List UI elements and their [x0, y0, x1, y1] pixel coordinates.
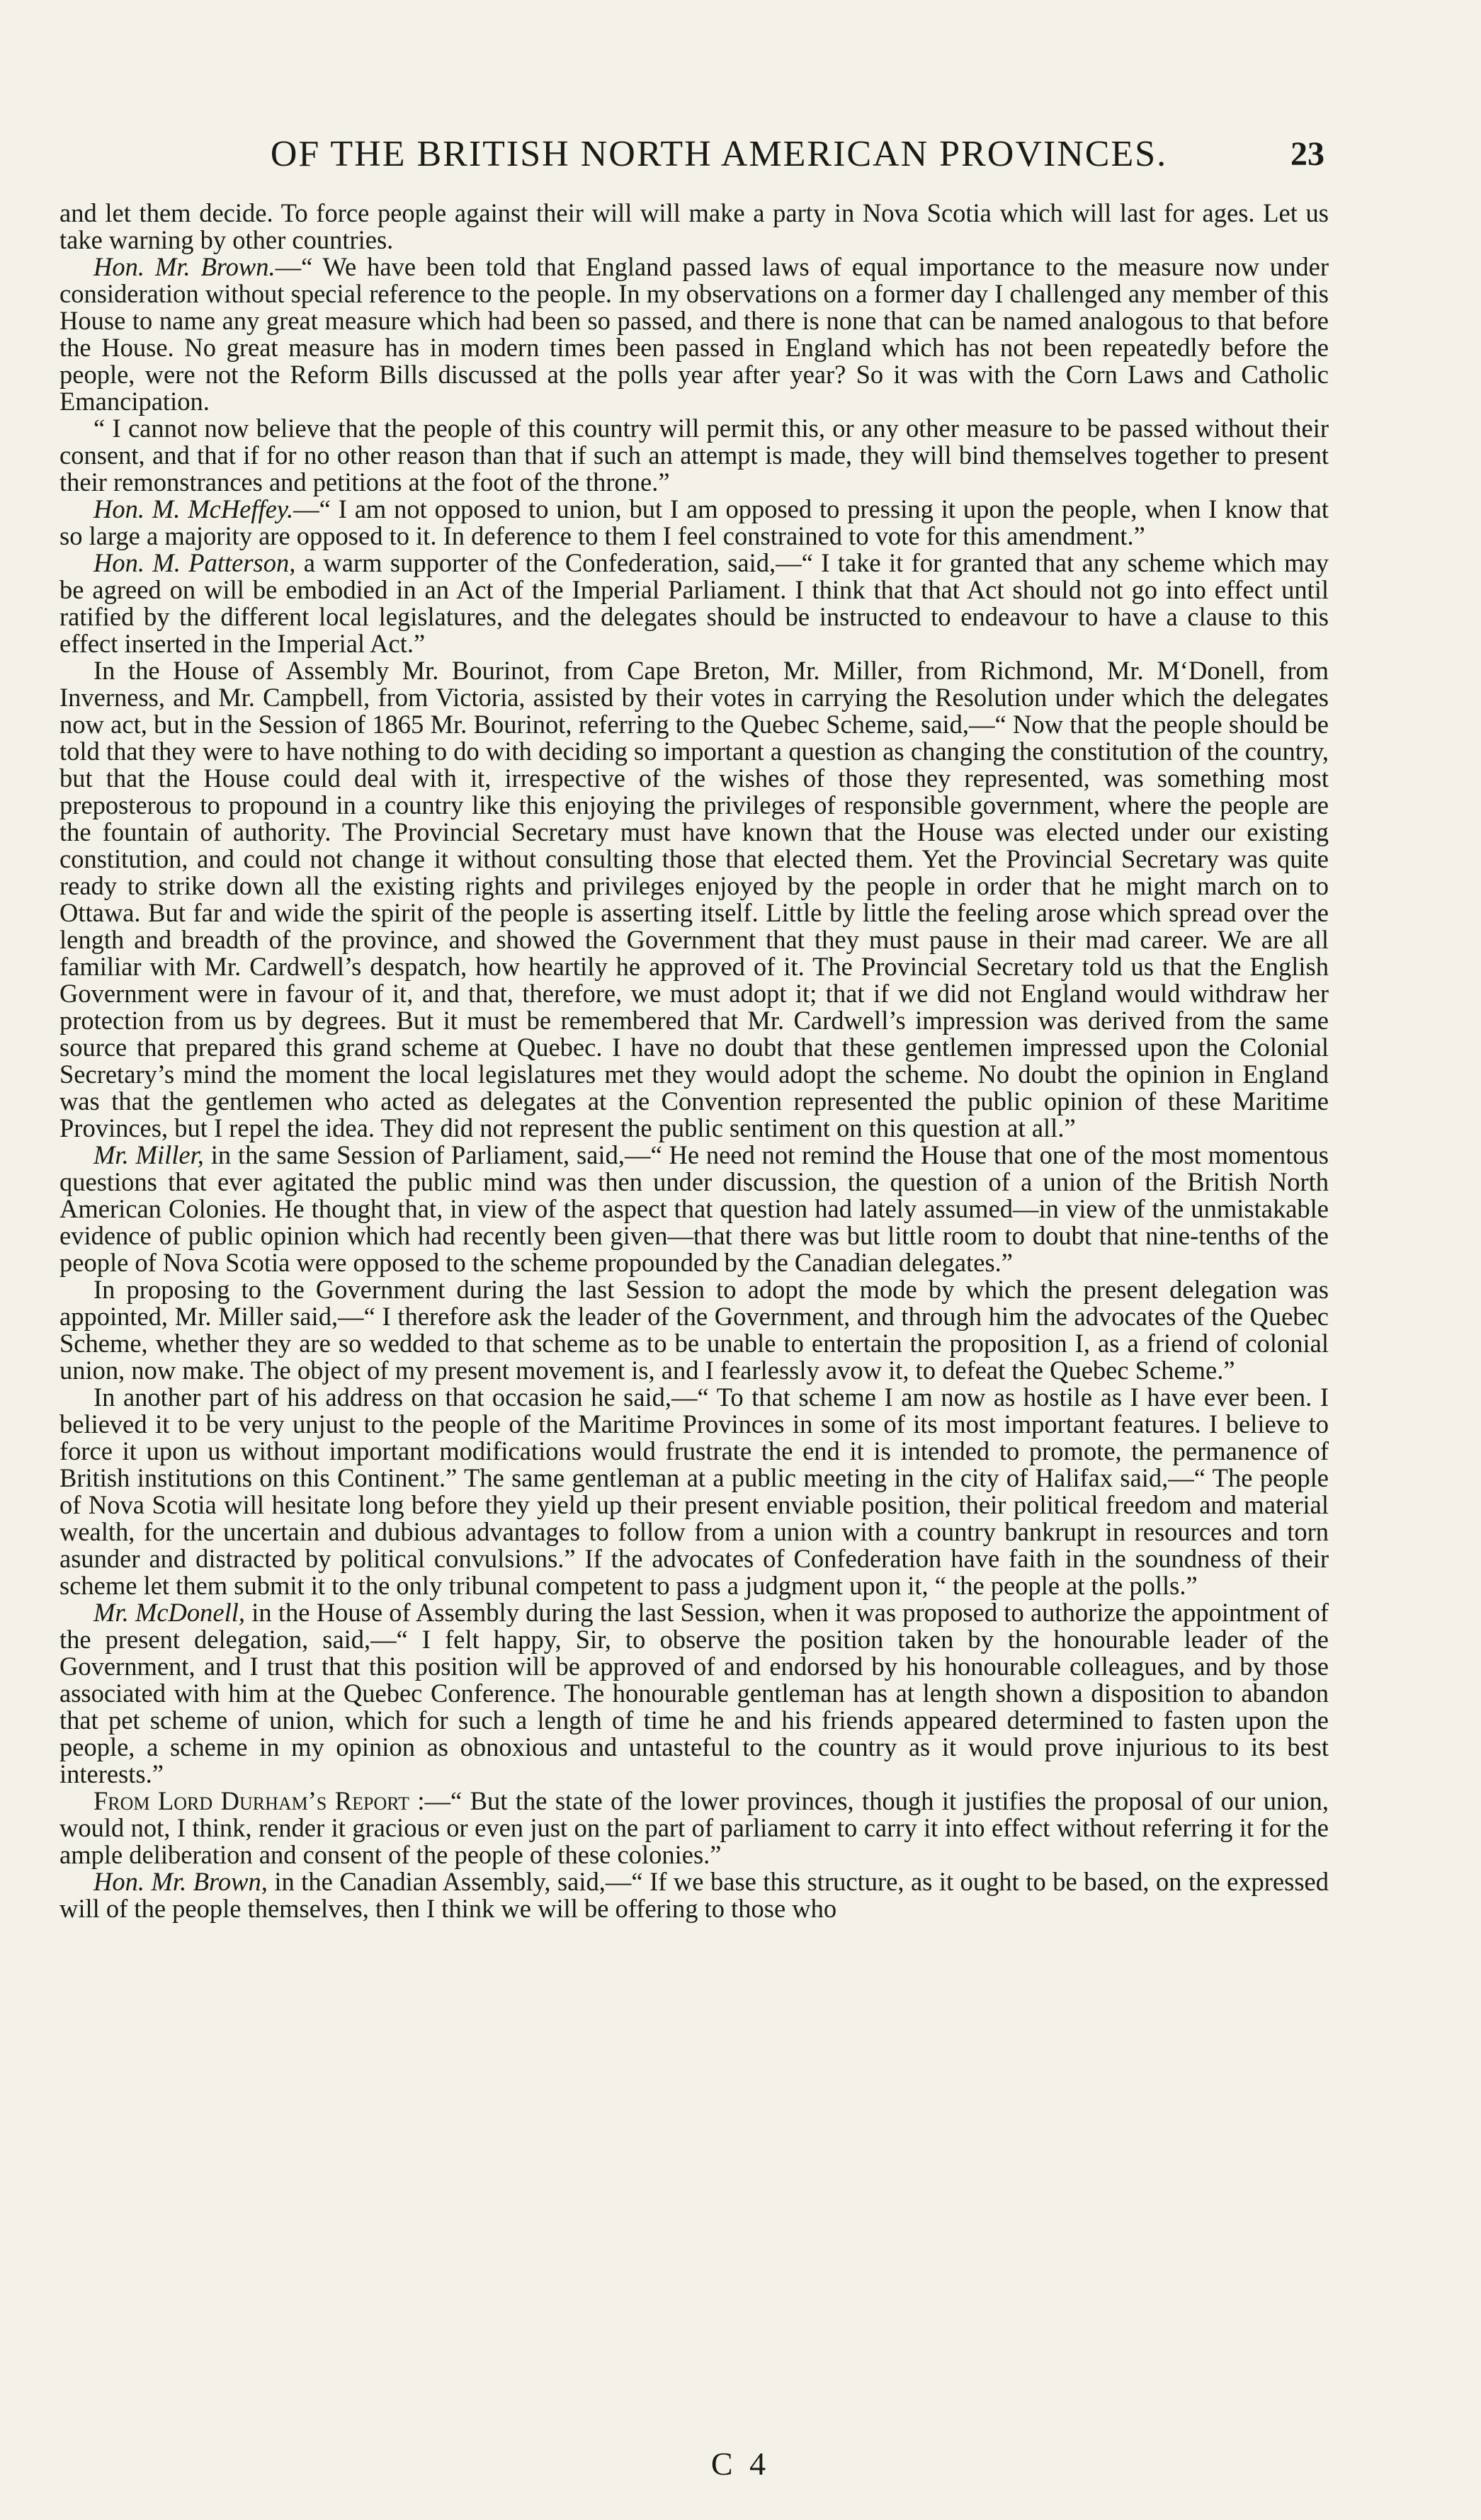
speaker-name: Mr. Miller, — [93, 1140, 204, 1169]
paragraph — [59, 415, 1329, 496]
page-number: 23 — [1290, 135, 1324, 173]
paragraph — [59, 657, 1329, 1142]
signature-mark: C 4 — [710, 2446, 771, 2482]
paragraph-text: In another part of his address on that occasion he said,—“ To that scheme I am now as hostile as I have ever been. I believed it to be very unjust to the people of the Maritime Provinces in some of its most important features. I believe to force it upon us without important modifications would frustrate the end it is intended to promote, the permanence of British institutions on this Continent.” The same gentleman at a public meeting in the city of Halifax said,—“ The people of Nova Scotia will hesitate long before they yield up their present enviable position, their political freedom and material wealth, for the uncertain and dubious advantages to follow from a union with a country bankrupt in resources and torn asunder and distracted by political convulsions.” If the advocates of Confederation have faith in the soundness of their scheme let them submit it to the only tribunal competent to pass a judgment upon it, “ the people at the polls.” — [59, 1383, 1329, 1600]
page-header — [212, 126, 1324, 183]
source-heading: From Lord Durham’s Report : — [93, 1786, 425, 1815]
paragraph — [59, 496, 1329, 550]
body-text — [59, 200, 1329, 1922]
paragraph-text: a warm supporter of the Confederation, said,—“ I take it for granted that any scheme which may be agreed on will be embodied in an Act of the Imperial Parliament. I think that that Act should not go into effect until ratified by the different local legislatures, and the delegates should be instructed to endeavour to have a clause to this effect inserted in the Imperial Act.” — [59, 548, 1329, 658]
paragraph-text: in the House of Assembly during the last Session, when it was proposed to authorize the appointment of the present delegation, said,—“ I felt happy, Sir, to observe the position taken by the honourable leader of the Government, and I trust that this position will be approved of and endorsed by his honourable colleagues, and by those associated with him at the Quebec Conference. The honourable gentleman has at length shown a disposition to abandon that pet scheme of union, which for such a length of time he and his friends appeared determined to fasten upon the people, a scheme in my opinion as obnoxious and untasteful to the country as it would prove injurious to its best interests.” — [59, 1598, 1329, 1788]
paragraph — [59, 1868, 1329, 1922]
paragraph-text: in the same Session of Parliament, said,—“ He need not remind the House that one of the most momentous questions that ever agitated the public mind was then under discussion, the question of a union of the British North American Colonies. He thought that, in view of the aspect that question had lately assumed—in view of the unmistakable evidence of public opinion which had recently been given—that there was but little room to doubt that nine-tenths of the people of Nova Scotia were opposed to the scheme propounded by the Canadian delegates.” — [59, 1140, 1329, 1277]
running-title: OF THE BRITISH NORTH AMERICAN PROVINCES. — [270, 134, 1168, 174]
paragraph-text: and let them decide. To force people against their will will make a party in Nova Scotia which will last for ages. Let us take warning by other countries. — [59, 198, 1329, 254]
paragraph — [59, 1276, 1329, 1384]
paragraph — [59, 1599, 1329, 1788]
speaker-name: Mr. McDonell, — [93, 1598, 246, 1627]
paragraph — [59, 1142, 1329, 1276]
speaker-name: Hon. M. Patterson, — [93, 548, 296, 577]
paragraph — [59, 1788, 1329, 1868]
speaker-name: Hon. Mr. Brown. — [93, 252, 276, 281]
paragraph-text: —“ I am not opposed to union, but I am opposed to pressing it upon the people, when I know that so large a majority are opposed to it. In deference to them I feel constrained to vote for this amendment.” — [59, 494, 1329, 550]
paragraph — [59, 200, 1329, 254]
paragraph-text: in the Canadian Assembly, said,—“ If we base this structure, as it ought to be based, on the expressed will of the people themselves, then I think we will be offering to those who — [59, 1867, 1329, 1923]
paragraph-text: In the House of Assembly Mr. Bourinot, from Cape Breton, Mr. Miller, from Richmond, Mr. M‘Donell, from Inverness, and Mr. Campbell, from Victoria, assisted by their votes in carrying the Resolution under which the delegates now act, but in the Session of 1865 Mr. Bourinot, referring to the Quebec Scheme, said,—“ Now that the people should be told that they were to have nothing to do with deciding so important a question as changing the constitution of the country, but that the House could deal with it, irrespective of the wishes of those they represented, was something most preposterous to propound in a country like this enjoying the privileges of responsible government, where the people are the fountain of authority. The Provincial Secretary must have known that the House was elected under our existing constitution, and could not change it without consulting those that elected them. Yet the Provincial Secretary was quite ready to strike down all the existing rights and privileges enjoyed by the people in order that he might march on to Ottawa. But far and wide the spirit of the people is asserting itself. Little by little the feeling arose which spread over the length and breadth of the province, and showed the Government that they must pause in their mad career. We are all familiar with Mr. Cardwell’s despatch, how heartily he approved of it. The Provincial Secretary told us that the English Government were in favour of it, and that, therefore, we must adopt it; that if we did not England would withdraw her protection from us by degrees. But it must be remembered that Mr. Cardwell’s impression was derived from the same source that prepared this grand scheme at Quebec. I have no doubt that these gentlemen impressed upon the Colonial Secretary’s mind the moment the local legislatures met they would adopt the scheme. No doubt the opinion in England was that the gentlemen who acted as delegates at the Convention represented the public opinion of these Maritime Provinces, but I repel the idea. They did not represent the public sentiment on this question at all.” — [59, 656, 1329, 1142]
paragraph-text: “ I cannot now believe that the people of this country will permit this, or any other measure to be passed without their consent, and that if for no other reason than that if such an attempt is made, they will bind themselves together to present their remonstrances and petitions at the foot of the throne.” — [59, 414, 1329, 496]
speaker-name: Hon. Mr. Brown, — [93, 1867, 268, 1896]
paragraph — [59, 254, 1329, 415]
paragraph — [59, 1384, 1329, 1599]
paragraph-text: —“ We have been told that England passed laws of equal importance to the measure now under consideration without special reference to the people. In my observations on a former day I challenged any member of this House to name any great measure which had been so passed, and there is none that can be named analogous to that before the House. No great measure has in modern times been passed in England which has not been repeatedly before the people, were not the Reform Bills discussed at the polls year after year? So it was with the Corn Laws and Catholic Emancipation. — [59, 252, 1329, 416]
paragraph — [59, 550, 1329, 657]
paragraph-text: —“ But the state of the lower provinces, though it justifies the proposal of our union, would not, I think, render it gracious or even just on the part of parliament to carry it into effect without referring it for the ample deliberation and consent of the people of these colonies.” — [59, 1786, 1329, 1869]
paragraph-text: In proposing to the Government during the last Session to adopt the mode by which the present delegation was appointed, Mr. Miller said,—“ I therefore ask the leader of the Government, and through him the advocates of the Quebec Scheme, whether they are so wedded to that scheme as to be unable to entertain the proposition I, as a friend of colonial union, now make. The object of my present movement is, and I fearlessly avow it, to defeat the Quebec Scheme.” — [59, 1275, 1329, 1385]
speaker-name: Hon. M. McHeffey. — [93, 494, 294, 523]
